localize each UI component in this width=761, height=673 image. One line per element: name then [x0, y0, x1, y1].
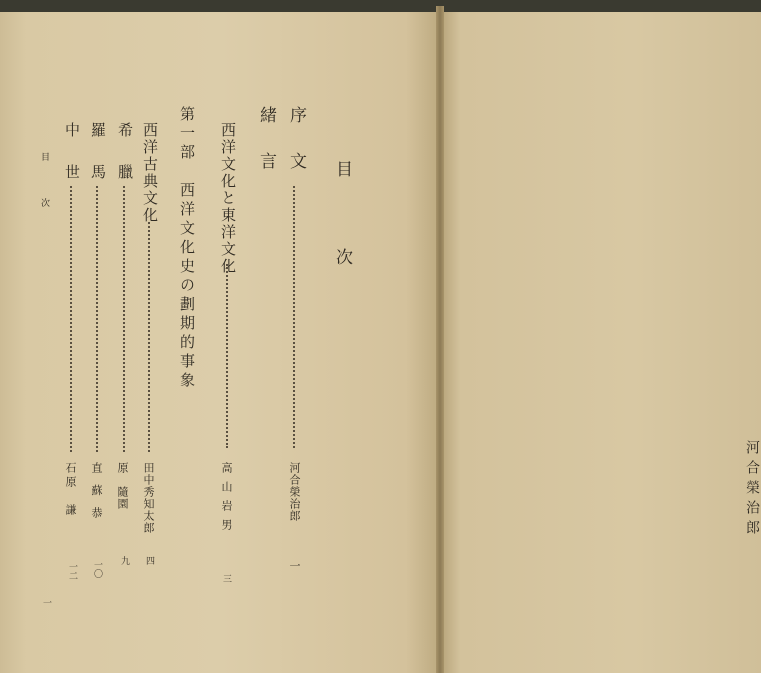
right-edge-text: 河合榮治郎 — [744, 440, 760, 540]
intro-leader — [226, 264, 228, 448]
book-gutter — [436, 6, 444, 673]
intro-label: 緒 言 — [256, 106, 276, 175]
greece-leader — [123, 186, 125, 452]
greece-author: 原 隨園 — [116, 462, 129, 510]
classical-leader — [148, 222, 150, 452]
rome-page: 一〇 — [92, 560, 102, 578]
top-edge — [0, 0, 761, 12]
preface-page: 一 — [288, 560, 301, 572]
preface-label: 序 文 — [286, 106, 306, 175]
running-head: 目 次 — [39, 152, 49, 221]
intro-subtitle: 西洋文化と東洋文化 — [219, 122, 237, 275]
medieval-page: 一二 — [67, 562, 77, 580]
intro-page: 三 — [221, 574, 231, 583]
greece-label: 希 臘 — [116, 122, 134, 185]
medieval-leader — [70, 186, 72, 452]
classical-author: 田中秀知太郎 — [142, 462, 155, 534]
intro-author: 高山岩男 — [220, 462, 233, 538]
classical-page: 四 — [144, 556, 154, 565]
toc-title: 目 — [332, 160, 352, 183]
medieval-author: 石原 謙 — [64, 462, 77, 518]
page-folio: 一 — [41, 598, 51, 607]
rome-leader — [96, 186, 98, 452]
preface-leader — [293, 186, 295, 448]
medieval-label: 中 世 — [63, 122, 81, 185]
right-page — [441, 6, 761, 673]
toc-title-2: 次 — [332, 248, 352, 271]
classical-subtitle: 西洋古典文化 — [141, 122, 159, 224]
greece-page: 九 — [119, 556, 129, 565]
rome-author: 直 蘇 恭 — [90, 462, 103, 522]
preface-author: 河合榮治郎 — [288, 462, 301, 522]
part1-label: 第一部 西洋文化史の劃期的事象 — [178, 106, 196, 391]
rome-label: 羅 馬 — [89, 122, 107, 185]
